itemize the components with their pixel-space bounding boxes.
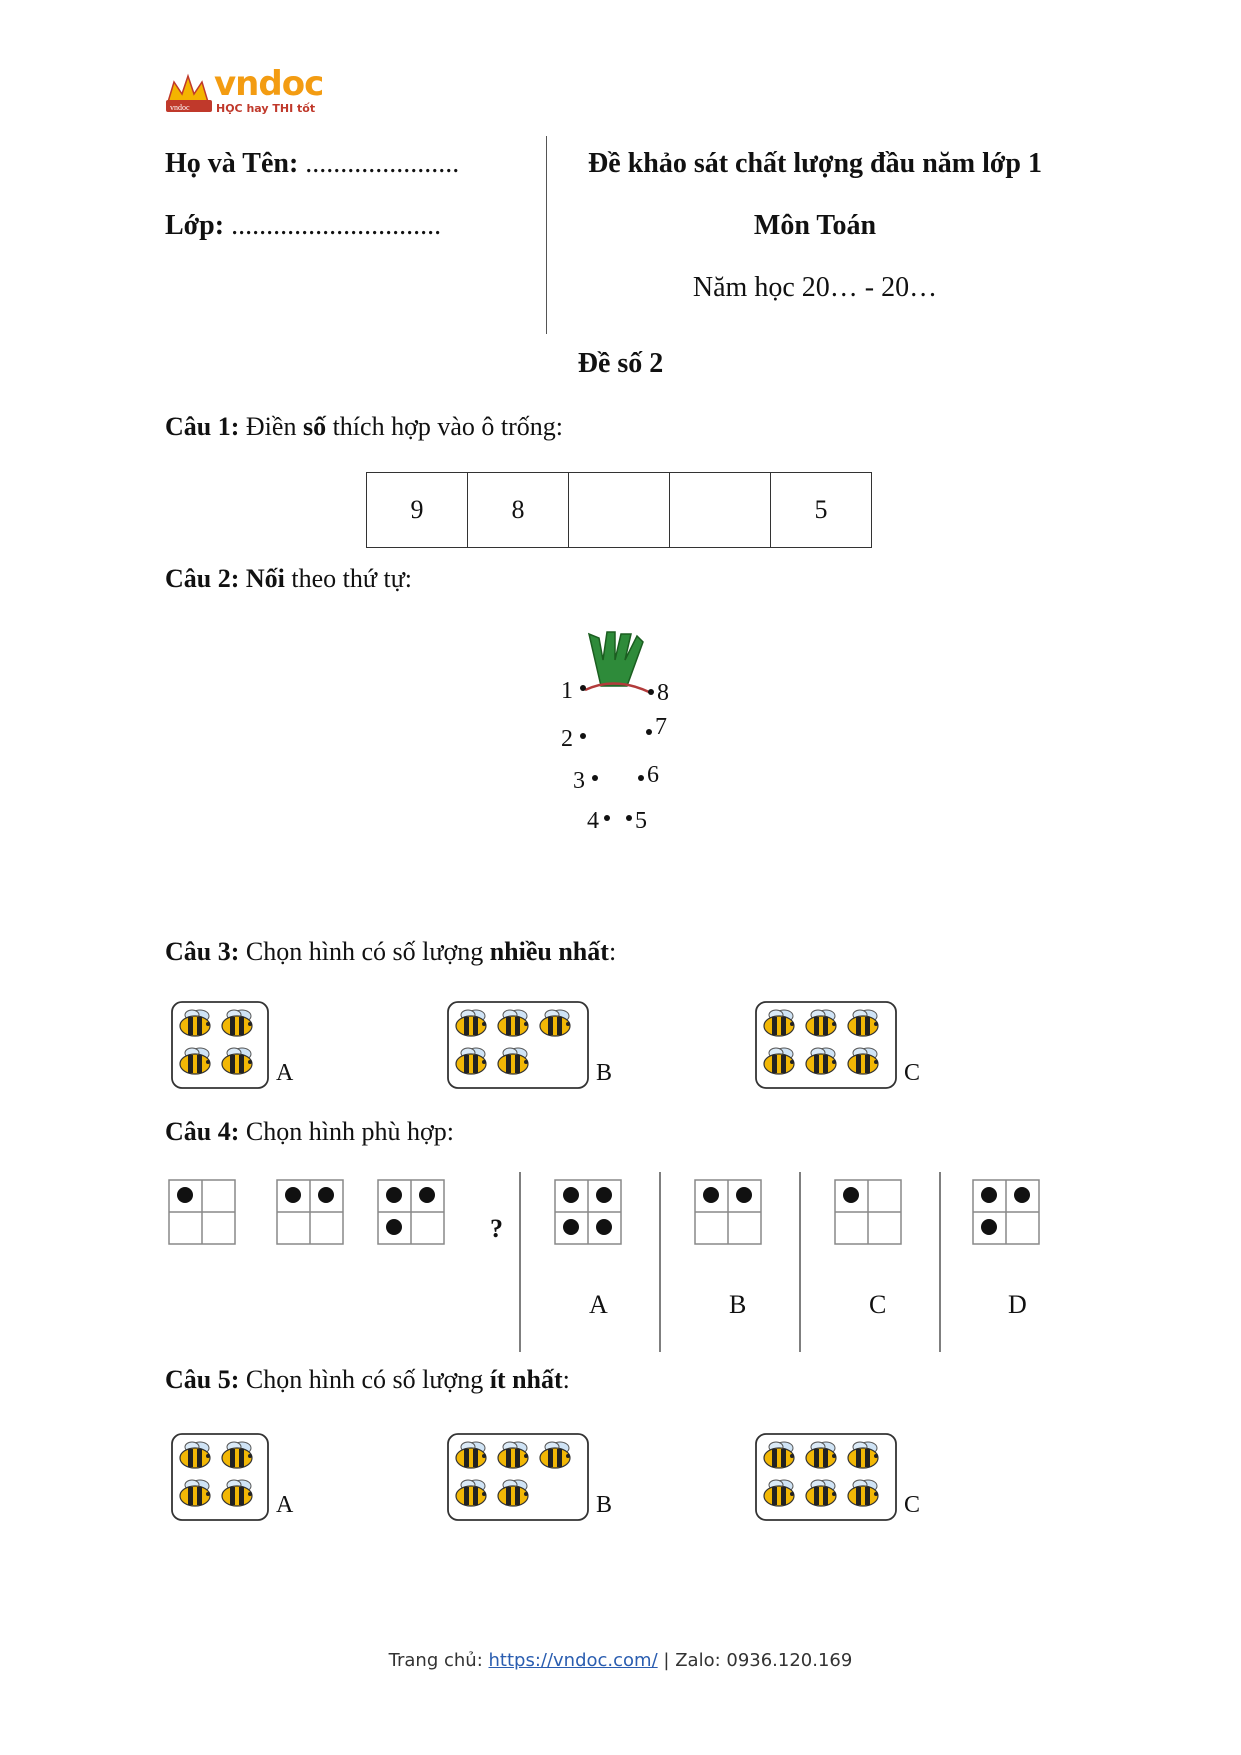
q2-dot[interactable]: [648, 689, 654, 695]
dot-grid-icon: [277, 1180, 343, 1244]
q4-text-post: Chọn hình phù hợp:: [245, 1117, 454, 1146]
q5-option-b[interactable]: [446, 1432, 626, 1527]
q3-option-letter: C: [904, 1060, 921, 1086]
q1-cell[interactable]: 5: [814, 495, 828, 524]
exam-title: Đề khảo sát chất lượng đầu năm lớp 1: [588, 148, 1042, 179]
logo-brand: vndoc: [214, 64, 324, 104]
q5-prompt: [165, 1365, 570, 1395]
q4-figure: [165, 1172, 1065, 1352]
q2-label: Câu 2:: [165, 564, 240, 593]
subject: Môn Toán: [753, 210, 877, 241]
dot-grid-icon: [169, 1180, 235, 1244]
q1-cell[interactable]: [569, 473, 670, 547]
q3-option-c[interactable]: [754, 1000, 934, 1095]
q3-option-letter: B: [596, 1060, 613, 1086]
q5-text-bold: ít nhất: [489, 1365, 563, 1394]
footer: [0, 1650, 1241, 1671]
q4-label: Câu 4:: [165, 1117, 240, 1146]
q5-label: Câu 5:: [165, 1365, 240, 1394]
q1-text-bold: số: [302, 412, 327, 441]
header-divider: [546, 136, 547, 334]
dot-grid-icon: [378, 1180, 444, 1244]
q2-dot-label: 4: [587, 808, 599, 834]
q5-bee-box: [446, 1432, 590, 1522]
q3-label: Câu 3:: [165, 937, 240, 966]
q3-bee-box: [170, 1000, 270, 1090]
q4-option-letter: B: [729, 1290, 747, 1319]
footer-home-link[interactable]: https://vndoc.com/: [488, 1650, 658, 1671]
q2-dot-label: 5: [635, 808, 647, 834]
q5-text-post: :: [562, 1365, 570, 1394]
q5-option-letter: B: [596, 1492, 613, 1518]
q2-dot-label: 8: [657, 680, 669, 706]
school-year: Năm học 20… - 20…: [692, 272, 938, 303]
q2-dot[interactable]: [592, 775, 598, 781]
q2-text-post: theo thứ tự:: [291, 564, 413, 593]
logo-tagline: HỌC hay THI tốt: [216, 102, 316, 115]
q2-dot[interactable]: [646, 729, 652, 735]
q3-text-pre: Chọn hình có số lượng: [245, 937, 484, 966]
test-number: Đề số 2: [577, 348, 664, 379]
name-label: Họ và Tên:: [165, 148, 299, 179]
q1-text-pre: Điền: [245, 412, 297, 441]
q2-dot-label: 1: [561, 678, 573, 704]
q2-dot-label: 2: [561, 726, 573, 752]
q2-dot[interactable]: [638, 775, 644, 781]
q5-bee-box: [754, 1432, 898, 1522]
dot-grid-icon: [973, 1180, 1039, 1244]
q3-text-bold: nhiều nhất: [489, 937, 609, 966]
q1-cell[interactable]: [670, 473, 771, 547]
q3-bee-box: [754, 1000, 898, 1090]
q2-dot[interactable]: [626, 815, 632, 821]
q2-prompt: [165, 564, 412, 594]
class-line: [165, 210, 441, 242]
class-label: Lớp:: [165, 210, 225, 241]
logo[interactable]: [164, 64, 334, 122]
q3-bee-box: [446, 1000, 590, 1090]
q4-option-letter: D: [1008, 1290, 1027, 1319]
dot-grid-icon: [835, 1180, 901, 1244]
q4-question-mark: ?: [490, 1214, 503, 1243]
q1-cell[interactable]: 9: [367, 473, 468, 547]
leek-leaves-icon: [585, 632, 649, 692]
q3-option-a[interactable]: [170, 1000, 300, 1095]
q1-number-table: [366, 472, 872, 548]
q5-option-a[interactable]: [170, 1432, 300, 1527]
q1-text-post: thích hợp vào ô trống:: [332, 412, 563, 441]
q2-dot[interactable]: [580, 733, 586, 739]
q2-dot-label: 7: [655, 714, 667, 740]
footer-zalo: Zalo: 0936.120.169: [675, 1650, 853, 1671]
q4-option-letter: C: [869, 1290, 887, 1319]
class-dots[interactable]: ..............................: [231, 210, 442, 241]
svg-text:vndoc: vndoc: [170, 103, 190, 112]
q3-option-b[interactable]: [446, 1000, 626, 1095]
q3-prompt: [165, 937, 616, 967]
name-dots[interactable]: ......................: [305, 148, 460, 179]
q4-option-letter: A: [589, 1290, 608, 1319]
q2-text-bold: Nối: [245, 564, 285, 593]
q1-label: Câu 1:: [165, 412, 240, 441]
q2-dot-label: 6: [647, 762, 659, 788]
name-line: [165, 148, 459, 180]
q2-dot-label: 3: [573, 768, 585, 794]
q5-option-letter: C: [904, 1492, 921, 1518]
q5-text-pre: Chọn hình có số lượng: [245, 1365, 484, 1394]
q3-option-letter: A: [276, 1060, 294, 1086]
footer-separator: |: [663, 1650, 670, 1671]
q5-option-letter: A: [276, 1492, 294, 1518]
q2-dot-to-dot: [545, 620, 705, 860]
q1-cell[interactable]: 8: [468, 473, 569, 547]
q2-dot[interactable]: [604, 815, 610, 821]
q4-prompt: [165, 1117, 454, 1147]
dot-grid-icon: [695, 1180, 761, 1244]
dot-grid-icon: [555, 1180, 621, 1244]
footer-home-label: Trang chủ:: [388, 1650, 483, 1671]
q1-prompt: [165, 412, 563, 442]
q5-option-c[interactable]: [754, 1432, 934, 1527]
q3-text-post: :: [608, 937, 617, 966]
q2-dot[interactable]: [580, 685, 586, 691]
q5-bee-box: [170, 1432, 270, 1522]
